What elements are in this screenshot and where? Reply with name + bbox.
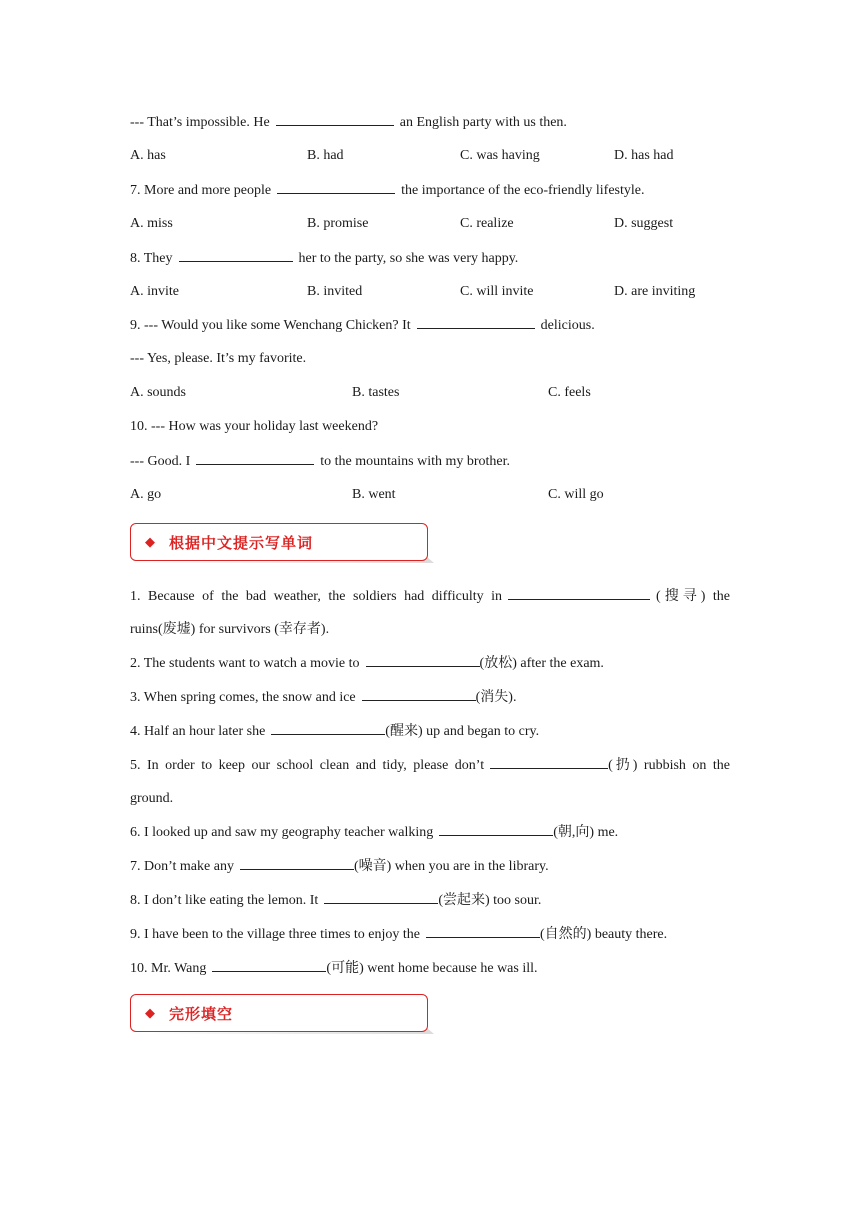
q7-option-d: D. suggest	[614, 216, 674, 231]
fill-item-8-hint: (尝起来) too sour.	[438, 893, 542, 908]
q6-option-c: C. was having	[460, 148, 540, 163]
q7-text-end: the importance of the eco-friendly lifestyle.	[401, 183, 645, 198]
answer-blank[interactable]	[212, 959, 326, 972]
q10-option-b: B. went	[352, 487, 396, 502]
section-title: 根据中文提示写单词	[169, 534, 314, 552]
q10-reply	[130, 452, 510, 471]
q8-option-a: A. invite	[130, 284, 179, 299]
fill-item-1-text: 1. Because of the bad weather, the soldiers had difficulty in	[130, 589, 503, 604]
q6-reply	[130, 113, 567, 132]
diamond-icon: ◆	[145, 534, 155, 549]
fill-item-10	[130, 959, 538, 978]
fill-item-1	[130, 587, 730, 606]
fill-item-3-text: 3. When spring comes, the snow and ice	[130, 690, 356, 705]
fill-item-5-cont: ground.	[130, 791, 174, 806]
q6-option-b: B. had	[307, 148, 344, 163]
q7-option-b: B. promise	[307, 216, 369, 231]
q7-option-a: A. miss	[130, 216, 173, 231]
q7-text: 7. More and more people	[130, 183, 272, 198]
fill-item-4-text: 4. Half an hour later she	[130, 724, 266, 739]
q9-option-a: A. sounds	[130, 385, 187, 400]
fill-item-6-text: 6. I looked up and saw my geography teacher walking	[130, 825, 434, 840]
fill-item-9-hint: (自然的) beauty there.	[540, 927, 668, 942]
q6-option-d: D. has had	[614, 148, 674, 163]
answer-blank[interactable]	[240, 857, 354, 870]
fill-item-4	[130, 722, 539, 741]
q8-option-b: B. invited	[307, 284, 363, 299]
q10-reply-text-end: to the mountains with my brother.	[320, 454, 511, 469]
answer-blank[interactable]	[324, 891, 438, 904]
answer-blank[interactable]	[271, 722, 385, 735]
answer-blank[interactable]	[508, 587, 650, 600]
section-title: 完形填空	[169, 1005, 234, 1023]
answer-blank[interactable]	[276, 113, 394, 126]
q9-text: 9. --- Would you like some Wenchang Chicken? It	[130, 318, 411, 333]
answer-blank[interactable]	[417, 316, 535, 329]
fill-item-7	[130, 857, 549, 876]
answer-blank[interactable]	[366, 654, 480, 667]
fill-item-6-hint: (朝,向) me.	[553, 825, 619, 840]
q8-text: 8. They	[130, 251, 173, 266]
q7	[130, 181, 644, 200]
diamond-icon: ◆	[145, 1005, 155, 1020]
fill-item-2	[130, 654, 604, 673]
fill-item-3	[130, 688, 516, 707]
fill-item-5-text: 5. In order to keep our school clean and tidy, please don’t	[130, 758, 485, 773]
answer-blank[interactable]	[196, 452, 314, 465]
fill-item-4-hint: (醒来) up and began to cry.	[385, 724, 540, 739]
answer-blank[interactable]	[439, 823, 553, 836]
fill-item-7-text: 7. Don’t make any	[130, 859, 234, 874]
q8-text-end: her to the party, so she was very happy.	[298, 251, 519, 266]
fill-item-2-hint: (放松) after the exam.	[479, 656, 604, 671]
q8-option-d: D. are inviting	[614, 284, 696, 299]
answer-blank[interactable]	[277, 181, 395, 194]
fill-item-9	[130, 925, 667, 944]
fill-item-7-hint: (噪音) when you are in the library.	[353, 859, 549, 874]
q9-reply: --- Yes, please. It’s my favorite.	[130, 351, 307, 366]
fill-item-10-text: 10. Mr. Wang	[130, 961, 207, 976]
q8-option-c: C. will invite	[460, 284, 534, 299]
fill-item-5-hint: (扔) rubbish on the	[608, 758, 731, 773]
q9-option-b: B. tastes	[352, 385, 400, 400]
q9	[130, 316, 595, 335]
fill-item-6	[130, 823, 618, 842]
q10-reply-text: --- Good. I	[130, 454, 191, 469]
answer-blank[interactable]	[490, 756, 608, 769]
q8	[130, 249, 518, 268]
section-header-cloze	[130, 994, 428, 1032]
fill-item-5	[130, 756, 730, 775]
q6-reply-text: --- That’s impossible. He	[130, 115, 270, 130]
fill-item-10-hint: (可能) went home because he was ill.	[326, 961, 538, 976]
section-header-word-hints	[130, 523, 428, 561]
fill-item-1-hint: (搜寻) the	[656, 589, 731, 604]
fill-item-2-text: 2. The students want to watch a movie to	[130, 656, 360, 671]
answer-blank[interactable]	[362, 688, 476, 701]
fill-item-9-text: 9. I have been to the village three times to enjoy the	[130, 927, 421, 942]
q9-text-end: delicious.	[540, 318, 595, 333]
q10-option-c: C. will go	[548, 487, 604, 502]
fill-item-1-cont: ruins(废墟) for survivors (幸存者).	[130, 622, 330, 637]
fill-item-8	[130, 891, 541, 910]
q7-option-c: C. realize	[460, 216, 514, 231]
q9-option-c: C. feels	[548, 385, 591, 400]
answer-blank[interactable]	[179, 249, 293, 262]
q10-option-a: A. go	[130, 487, 162, 502]
fill-item-3-hint: (消失).	[475, 690, 517, 705]
q6-option-a: A. has	[130, 148, 166, 163]
q10: 10. --- How was your holiday last weekend?	[130, 419, 379, 434]
fill-item-8-text: 8. I don’t like eating the lemon. It	[130, 893, 319, 908]
answer-blank[interactable]	[426, 925, 540, 938]
q6-reply-text-end: an English party with us then.	[399, 115, 567, 130]
